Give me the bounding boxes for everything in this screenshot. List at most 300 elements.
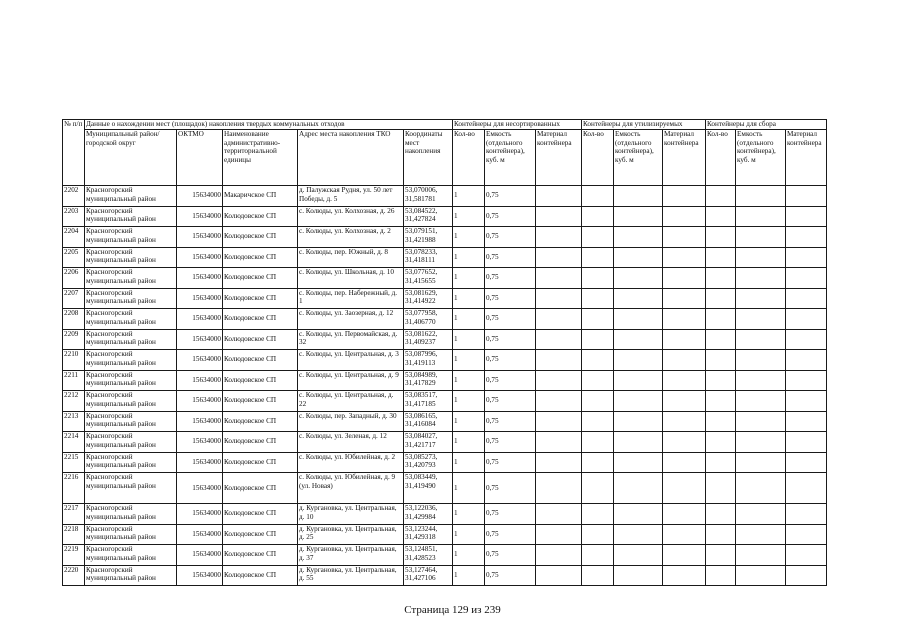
header-material-recycled: Материал контейнера <box>663 130 706 186</box>
row-district: Красногорский муниципальный район <box>85 524 177 545</box>
row-material-collect <box>786 504 827 525</box>
row-material-unsorted <box>536 288 582 309</box>
header-row-groups <box>63 120 827 130</box>
row-qty-unsorted: 1 <box>453 565 485 586</box>
row-capacity-recycled <box>614 545 663 566</box>
row-admin-unit: Колюдовское СП <box>223 206 298 227</box>
row-qty-collect <box>706 504 736 525</box>
row-material-recycled <box>663 350 706 371</box>
row-oktmo: 15634000 <box>177 391 223 412</box>
row-capacity-collect <box>736 206 786 227</box>
table-row <box>63 309 827 330</box>
row-qty-unsorted: 1 <box>453 545 485 566</box>
row-qty-collect <box>706 247 736 268</box>
row-qty-unsorted: 1 <box>453 411 485 432</box>
header-group-sites: Данные о нахождении мест (площадок) накопления твердых коммунальных отходов <box>85 120 453 130</box>
table-row <box>63 206 827 227</box>
row-coords: 53,083517, 31,417185 <box>404 391 453 412</box>
row-coords: 53,127464, 31,427106 <box>404 565 453 586</box>
row-qty-recycled <box>582 186 614 207</box>
table-row <box>63 370 827 391</box>
table-row <box>63 329 827 350</box>
row-coords: 53,087996, 31,419113 <box>404 350 453 371</box>
table-row <box>63 288 827 309</box>
row-capacity-unsorted: 0,75 <box>485 309 536 330</box>
row-coords: 53,070006, 31,581781 <box>404 186 453 207</box>
row-number: 2211 <box>63 370 85 391</box>
row-number: 2214 <box>63 432 85 453</box>
row-coords: 53,124851, 31,428523 <box>404 545 453 566</box>
row-capacity-collect <box>736 524 786 545</box>
row-qty-collect <box>706 524 736 545</box>
row-oktmo: 15634000 <box>177 247 223 268</box>
row-qty-unsorted: 1 <box>453 288 485 309</box>
row-number: 2206 <box>63 268 85 289</box>
row-admin-unit: Колюдовское СП <box>223 504 298 525</box>
row-material-collect <box>786 247 827 268</box>
row-qty-collect <box>706 473 736 504</box>
row-qty-recycled <box>582 309 614 330</box>
table-row <box>63 391 827 412</box>
row-capacity-unsorted: 0,75 <box>485 350 536 371</box>
row-capacity-unsorted: 0,75 <box>485 227 536 248</box>
row-material-unsorted <box>536 309 582 330</box>
row-oktmo: 15634000 <box>177 186 223 207</box>
table-row <box>63 186 827 207</box>
row-number: 2203 <box>63 206 85 227</box>
row-material-unsorted <box>536 350 582 371</box>
row-coords: 53,081622, 31,409237 <box>404 329 453 350</box>
row-district: Красногорский муниципальный район <box>85 432 177 453</box>
row-capacity-collect <box>736 391 786 412</box>
row-qty-collect <box>706 350 736 371</box>
row-capacity-recycled <box>614 524 663 545</box>
table-row <box>63 452 827 473</box>
row-qty-recycled <box>582 329 614 350</box>
header-row-columns <box>63 130 827 186</box>
header-capacity-collect: Емкость (отдельного контейнера), куб. м <box>736 130 786 186</box>
row-material-unsorted <box>536 247 582 268</box>
table-row <box>63 473 827 504</box>
row-oktmo: 15634000 <box>177 565 223 586</box>
row-address: с. Колюды, ул. Зеленая, д. 12 <box>298 432 404 453</box>
header-qty-unsorted: Кол-во <box>453 130 485 186</box>
row-coords: 53,084989, 31,417829 <box>404 370 453 391</box>
row-material-unsorted <box>536 473 582 504</box>
row-qty-unsorted: 1 <box>453 247 485 268</box>
row-admin-unit: Колюдовское СП <box>223 545 298 566</box>
row-material-recycled <box>663 309 706 330</box>
row-material-collect <box>786 411 827 432</box>
row-capacity-collect <box>736 288 786 309</box>
row-material-recycled <box>663 565 706 586</box>
row-material-collect <box>786 545 827 566</box>
row-admin-unit: Колюдовское СП <box>223 288 298 309</box>
table-row <box>63 524 827 545</box>
row-qty-unsorted: 1 <box>453 391 485 412</box>
row-address: с. Колюды, ул. Первомайская, д. 32 <box>298 329 404 350</box>
row-capacity-collect <box>736 268 786 289</box>
row-oktmo: 15634000 <box>177 268 223 289</box>
row-material-collect <box>786 473 827 504</box>
row-capacity-collect <box>736 186 786 207</box>
row-capacity-recycled <box>614 391 663 412</box>
row-qty-collect <box>706 432 736 453</box>
header-capacity-unsorted: Емкость (отдельного контейнера), куб. м <box>485 130 536 186</box>
row-material-unsorted <box>536 329 582 350</box>
row-address: с. Колюды, ул. Школьная, д. 10 <box>298 268 404 289</box>
page-number: Страница 129 из 239 <box>404 604 501 616</box>
row-material-unsorted <box>536 227 582 248</box>
row-coords: 53,079151, 31,421988 <box>404 227 453 248</box>
row-qty-collect <box>706 370 736 391</box>
row-admin-unit: Колюдовское СП <box>223 391 298 412</box>
row-oktmo: 15634000 <box>177 206 223 227</box>
row-address: с. Колюды, ул. Колхозная, д. 26 <box>298 206 404 227</box>
row-address: с. Колюды, пер. Набережный, д. 1 <box>298 288 404 309</box>
header-group-unsorted: Контейнеры для несортированных <box>453 120 582 130</box>
header-material-unsorted: Материал контейнера <box>536 130 582 186</box>
row-number: 2209 <box>63 329 85 350</box>
row-material-collect <box>786 565 827 586</box>
row-coords: 53,086165, 31,416084 <box>404 411 453 432</box>
row-coords: 53,122036, 31,429984 <box>404 504 453 525</box>
row-qty-unsorted: 1 <box>453 227 485 248</box>
row-oktmo: 15634000 <box>177 452 223 473</box>
table-row <box>63 350 827 371</box>
row-material-collect <box>786 227 827 248</box>
row-district: Красногорский муниципальный район <box>85 391 177 412</box>
row-coords: 53,077652, 31,415655 <box>404 268 453 289</box>
table-row <box>63 227 827 248</box>
row-capacity-unsorted: 0,75 <box>485 432 536 453</box>
table-row <box>63 432 827 453</box>
row-qty-recycled <box>582 452 614 473</box>
row-capacity-unsorted: 0,75 <box>485 288 536 309</box>
row-oktmo: 15634000 <box>177 524 223 545</box>
row-material-recycled <box>663 288 706 309</box>
header-material-collect: Материал контейнера <box>786 130 827 186</box>
row-material-recycled <box>663 473 706 504</box>
row-address: с. Колюды, ул. Юбилейная, д. 9 (ул. Новая) <box>298 473 404 504</box>
row-district: Красногорский муниципальный район <box>85 247 177 268</box>
row-number: 2217 <box>63 504 85 525</box>
row-admin-unit: Колюдовское СП <box>223 524 298 545</box>
row-qty-collect <box>706 411 736 432</box>
row-number: 2213 <box>63 411 85 432</box>
row-material-recycled <box>663 524 706 545</box>
row-material-recycled <box>663 329 706 350</box>
row-oktmo: 15634000 <box>177 473 223 504</box>
row-material-collect <box>786 524 827 545</box>
table-row <box>63 565 827 586</box>
row-qty-collect <box>706 206 736 227</box>
row-capacity-unsorted: 0,75 <box>485 370 536 391</box>
row-oktmo: 15634000 <box>177 370 223 391</box>
row-capacity-recycled <box>614 370 663 391</box>
row-capacity-recycled <box>614 288 663 309</box>
row-qty-collect <box>706 309 736 330</box>
row-capacity-unsorted: 0,75 <box>485 391 536 412</box>
row-oktmo: 15634000 <box>177 288 223 309</box>
row-address: с. Колюды, ул. Заозерная, д. 12 <box>298 309 404 330</box>
row-admin-unit: Колюдовское СП <box>223 247 298 268</box>
row-material-recycled <box>663 545 706 566</box>
row-material-recycled <box>663 247 706 268</box>
row-material-unsorted <box>536 268 582 289</box>
row-district: Красногорский муниципальный район <box>85 288 177 309</box>
row-qty-unsorted: 1 <box>453 370 485 391</box>
row-capacity-collect <box>736 432 786 453</box>
row-qty-recycled <box>582 227 614 248</box>
row-coords: 53,081629, 31,414922 <box>404 288 453 309</box>
row-qty-unsorted: 1 <box>453 504 485 525</box>
row-number: 2202 <box>63 186 85 207</box>
row-address: с. Колюды, ул. Центральная, д. 3 <box>298 350 404 371</box>
row-oktmo: 15634000 <box>177 350 223 371</box>
row-qty-collect <box>706 391 736 412</box>
row-material-unsorted <box>536 206 582 227</box>
row-qty-recycled <box>582 545 614 566</box>
row-qty-unsorted: 1 <box>453 452 485 473</box>
row-qty-collect <box>706 268 736 289</box>
row-qty-recycled <box>582 565 614 586</box>
row-number: 2208 <box>63 309 85 330</box>
row-material-recycled <box>663 268 706 289</box>
row-material-recycled <box>663 370 706 391</box>
row-district: Красногорский муниципальный район <box>85 473 177 504</box>
row-address: д. Кургановка, ул. Центральная, д. 25 <box>298 524 404 545</box>
row-material-recycled <box>663 452 706 473</box>
row-material-collect <box>786 309 827 330</box>
row-material-recycled <box>663 186 706 207</box>
header-group-recycled: Контейнеры для утилизируемых <box>582 120 706 130</box>
row-qty-unsorted: 1 <box>453 350 485 371</box>
row-capacity-recycled <box>614 206 663 227</box>
header-oktmo: ОКТМО <box>177 130 223 186</box>
row-capacity-recycled <box>614 452 663 473</box>
row-material-collect <box>786 186 827 207</box>
row-district: Красногорский муниципальный район <box>85 504 177 525</box>
row-qty-unsorted: 1 <box>453 268 485 289</box>
row-material-collect <box>786 329 827 350</box>
row-material-collect <box>786 452 827 473</box>
row-address: с. Колюды, пер. Западный, д. 30 <box>298 411 404 432</box>
row-qty-recycled <box>582 504 614 525</box>
row-district: Красногорский муниципальный район <box>85 545 177 566</box>
row-qty-recycled <box>582 391 614 412</box>
row-capacity-unsorted: 0,75 <box>485 186 536 207</box>
row-admin-unit: Колюдовское СП <box>223 432 298 453</box>
row-address: д. Кургановка, ул. Центральная, д. 10 <box>298 504 404 525</box>
row-material-collect <box>786 432 827 453</box>
row-admin-unit: Макаричское СП <box>223 186 298 207</box>
row-oktmo: 15634000 <box>177 432 223 453</box>
row-oktmo: 15634000 <box>177 227 223 248</box>
row-capacity-unsorted: 0,75 <box>485 411 536 432</box>
row-capacity-unsorted: 0,75 <box>485 247 536 268</box>
row-capacity-collect <box>736 227 786 248</box>
row-oktmo: 15634000 <box>177 545 223 566</box>
row-capacity-unsorted: 0,75 <box>485 206 536 227</box>
row-capacity-collect <box>736 370 786 391</box>
table-row <box>63 545 827 566</box>
row-qty-unsorted: 1 <box>453 329 485 350</box>
row-capacity-collect <box>736 565 786 586</box>
row-material-collect <box>786 370 827 391</box>
row-qty-unsorted: 1 <box>453 524 485 545</box>
row-qty-unsorted: 1 <box>453 473 485 504</box>
row-number: 2216 <box>63 473 85 504</box>
row-district: Красногорский муниципальный район <box>85 268 177 289</box>
row-address: с. Колюды, ул. Центральная, д. 22 <box>298 391 404 412</box>
row-qty-recycled <box>582 350 614 371</box>
row-number: 2219 <box>63 545 85 566</box>
row-admin-unit: Колюдовское СП <box>223 565 298 586</box>
row-admin-unit: Колюдовское СП <box>223 473 298 504</box>
row-qty-collect <box>706 452 736 473</box>
row-number: 2218 <box>63 524 85 545</box>
row-number: 2204 <box>63 227 85 248</box>
row-number: 2212 <box>63 391 85 412</box>
row-coords: 53,077958, 31,406770 <box>404 309 453 330</box>
row-qty-unsorted: 1 <box>453 186 485 207</box>
row-number: 2210 <box>63 350 85 371</box>
row-district: Красногорский муниципальный район <box>85 411 177 432</box>
row-admin-unit: Колюдовское СП <box>223 370 298 391</box>
row-capacity-unsorted: 0,75 <box>485 473 536 504</box>
row-qty-recycled <box>582 370 614 391</box>
row-capacity-recycled <box>614 473 663 504</box>
row-qty-recycled <box>582 432 614 453</box>
row-capacity-recycled <box>614 268 663 289</box>
row-capacity-unsorted: 0,75 <box>485 504 536 525</box>
row-admin-unit: Колюдовское СП <box>223 350 298 371</box>
row-address: д. Палужская Рудня, ул. 50 лет Победы, д. 5 <box>298 186 404 207</box>
row-material-collect <box>786 206 827 227</box>
row-material-unsorted <box>536 452 582 473</box>
row-qty-recycled <box>582 473 614 504</box>
header-admin-unit: Наименование административно-территориальной единицы <box>223 130 298 186</box>
row-admin-unit: Колюдовское СП <box>223 309 298 330</box>
row-material-recycled <box>663 391 706 412</box>
row-oktmo: 15634000 <box>177 329 223 350</box>
row-capacity-collect <box>736 504 786 525</box>
row-material-collect <box>786 288 827 309</box>
row-material-collect <box>786 350 827 371</box>
row-oktmo: 15634000 <box>177 504 223 525</box>
row-qty-recycled <box>582 288 614 309</box>
row-admin-unit: Колюдовское СП <box>223 329 298 350</box>
row-district: Красногорский муниципальный район <box>85 452 177 473</box>
row-district: Красногорский муниципальный район <box>85 227 177 248</box>
row-material-recycled <box>663 206 706 227</box>
row-material-recycled <box>663 504 706 525</box>
header-address: Адрес места накопления ТКО <box>298 130 404 186</box>
row-capacity-recycled <box>614 504 663 525</box>
row-address: с. Колюды, ул. Центральная, д. 9 <box>298 370 404 391</box>
row-qty-recycled <box>582 524 614 545</box>
row-qty-unsorted: 1 <box>453 309 485 330</box>
row-district: Красногорский муниципальный район <box>85 350 177 371</box>
row-capacity-unsorted: 0,75 <box>485 545 536 566</box>
row-qty-collect <box>706 288 736 309</box>
header-district: Муниципальный район/городской округ <box>85 130 177 186</box>
row-material-unsorted <box>536 565 582 586</box>
row-oktmo: 15634000 <box>177 411 223 432</box>
table-row <box>63 411 827 432</box>
row-material-collect <box>786 268 827 289</box>
row-qty-unsorted: 1 <box>453 432 485 453</box>
row-capacity-collect <box>736 452 786 473</box>
row-address: с. Колюды, ул. Колхозная, д. 2 <box>298 227 404 248</box>
row-material-unsorted <box>536 370 582 391</box>
header-coords: Координаты мест накопления <box>404 130 453 186</box>
row-capacity-recycled <box>614 186 663 207</box>
row-material-unsorted <box>536 545 582 566</box>
row-coords: 53,078233, 31,418111 <box>404 247 453 268</box>
row-district: Красногорский муниципальный район <box>85 309 177 330</box>
row-coords: 53,123244, 31,429318 <box>404 524 453 545</box>
row-admin-unit: Колюдовское СП <box>223 452 298 473</box>
header-capacity-recycled: Емкость (отдельного контейнера), куб. м <box>614 130 663 186</box>
row-capacity-collect <box>736 545 786 566</box>
row-address: д. Кургановка, ул. Центральная, д. 55 <box>298 565 404 586</box>
row-capacity-unsorted: 0,75 <box>485 524 536 545</box>
row-capacity-unsorted: 0,75 <box>485 268 536 289</box>
row-capacity-recycled <box>614 227 663 248</box>
row-admin-unit: Колюдовское СП <box>223 227 298 248</box>
row-capacity-recycled <box>614 309 663 330</box>
row-material-unsorted <box>536 391 582 412</box>
row-capacity-unsorted: 0,75 <box>485 452 536 473</box>
row-number: 2220 <box>63 565 85 586</box>
row-capacity-recycled <box>614 432 663 453</box>
header-no: № п/п <box>63 120 85 186</box>
row-qty-collect <box>706 545 736 566</box>
row-qty-unsorted: 1 <box>453 206 485 227</box>
row-district: Красногорский муниципальный район <box>85 206 177 227</box>
row-qty-recycled <box>582 247 614 268</box>
row-number: 2215 <box>63 452 85 473</box>
row-material-collect <box>786 391 827 412</box>
row-capacity-recycled <box>614 350 663 371</box>
row-qty-recycled <box>582 268 614 289</box>
row-capacity-unsorted: 0,75 <box>485 329 536 350</box>
row-district: Красногорский муниципальный район <box>85 565 177 586</box>
row-district: Красногорский муниципальный район <box>85 186 177 207</box>
row-material-unsorted <box>536 186 582 207</box>
row-qty-recycled <box>582 206 614 227</box>
row-address: д. Кургановка, ул. Центральная, д. 37 <box>298 545 404 566</box>
row-qty-collect <box>706 565 736 586</box>
row-material-unsorted <box>536 524 582 545</box>
row-capacity-recycled <box>614 247 663 268</box>
header-qty-collect: Кол-во <box>706 130 736 186</box>
row-admin-unit: Колюдовское СП <box>223 411 298 432</box>
row-coords: 53,083449, 31,419490 <box>404 473 453 504</box>
row-address: с. Колюды, ул. Юбилейная, д. 2 <box>298 452 404 473</box>
row-coords: 53,085273, 31,420793 <box>404 452 453 473</box>
row-material-unsorted <box>536 432 582 453</box>
row-number: 2207 <box>63 288 85 309</box>
table-row <box>63 504 827 525</box>
row-capacity-recycled <box>614 411 663 432</box>
row-qty-collect <box>706 329 736 350</box>
row-capacity-unsorted: 0,75 <box>485 565 536 586</box>
row-address: с. Колюды, пер. Южный, д. 8 <box>298 247 404 268</box>
row-capacity-collect <box>736 247 786 268</box>
